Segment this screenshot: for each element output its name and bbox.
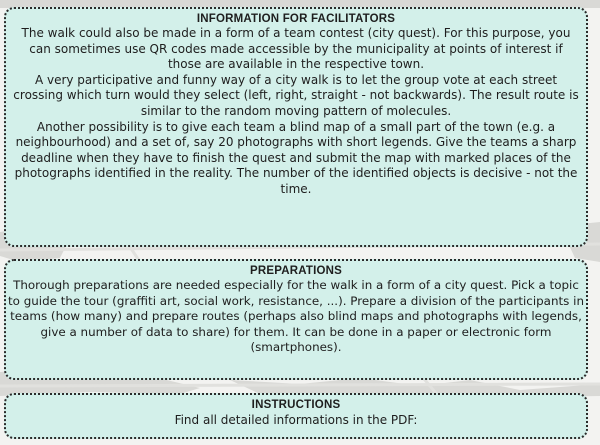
facilitators-paragraph-1: The walk could also be made in a form of a team contest (city quest). For this purpose, you can sometimes use QR codes made accessible by the municipality at points of interest if those are available in the respective town.: [21, 26, 571, 72]
facilitators-body: [12, 26, 580, 198]
facilitators-paragraph-2: A very participative and funny way of a city walk is to let the group vote at each street crossing which turn would they select (left, right, straight - not backwards). The result route is similar to the random moving pattern of molecules.: [13, 72, 579, 118]
facilitators-title: INFORMATION FOR FACILITATORS: [196, 13, 396, 25]
instructions-section: [4, 393, 588, 439]
preparations-title: PREPARATIONS: [249, 265, 343, 277]
facilitators-paragraph-3: Another possibility is to give each team a blind map of a small part of the town (e.g. a neighbourhood) and a set of, say 20 photographs with short legends. Give the teams a sharp deadline when they have to finish the quest and submit the map with marked places of the photographs identified in the reality. The number of the identified objects is decisive - not the time.: [14, 119, 578, 196]
facilitators-section: [4, 7, 588, 247]
instructions-title: INSTRUCTIONS: [251, 399, 341, 411]
preparations-body: Thorough preparations are needed especially for the walk in a form of a city quest. Pick a topic to guide the tour (graffiti art, social work, resistance, ...). Prepare a division of the participants in teams (how many) and prepare routes (perhaps also blind maps and photographs with legends, give a number of data to share) for them. It can be done in a paper or electronic form (smartphones).: [8, 278, 584, 355]
preparations-section: [4, 259, 588, 380]
instructions-body: Find all detailed informations in the PDF:: [174, 413, 418, 427]
